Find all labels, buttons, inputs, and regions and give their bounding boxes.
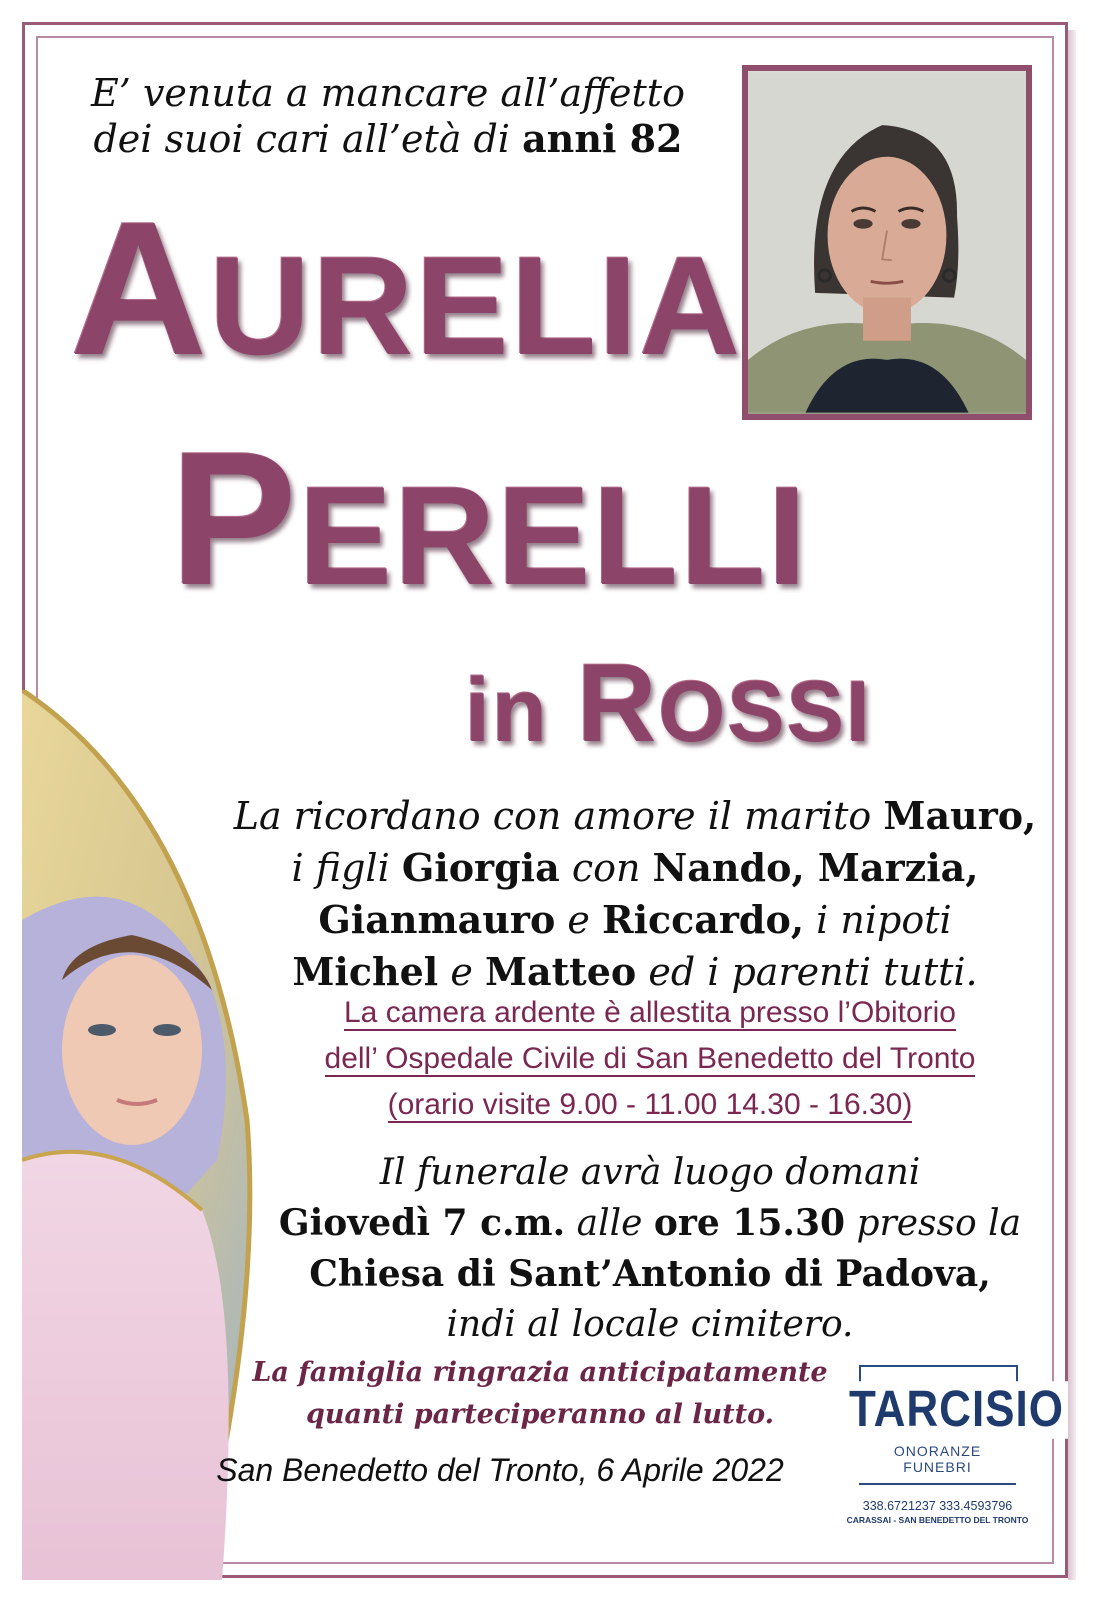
married-name-initial: R [576,642,659,765]
thanks-text [230,1352,850,1436]
married-name-rest: OSSI [658,664,872,760]
last-name-rest: ERELLI [298,457,809,614]
mourners-t3: con [571,846,641,890]
grandchild-name-2: Matteo [484,949,637,994]
first-name-rest: URELIA [209,227,743,384]
wake-line-2: dell’ Ospedale Civile di San Benedetto del Tronto [324,1042,976,1075]
mourners-line-3 [230,894,1040,946]
thanks-line-1: La famiglia ringrazia anticipatamente [252,1357,828,1388]
wake-line-1: La camera ardente è allestita presso l’Obitorio [344,996,956,1029]
first-name [70,180,742,398]
funeral-line-4 [270,1300,1030,1350]
funeral-burial: indi al locale cimitero. [446,1304,854,1345]
child-name-1: Giorgia [401,845,560,890]
funeral-info [270,1148,1030,1350]
funeral-home-logo [845,1365,1064,1525]
logo-phones: 338.6721237 333.4593796 [862,1499,1013,1513]
mourners-t6: e [450,950,473,994]
intro-text [58,70,718,162]
age: anni 82 [522,116,683,161]
first-name-initial: A [70,183,210,395]
mourners-t4: e [567,898,590,942]
funeral-presso: presso la [856,1203,1022,1244]
madonna-image [22,690,262,1580]
mourners-t5: i nipoti [816,898,952,942]
funeral-alle: alle [576,1203,643,1244]
funeral-line-1 [270,1148,1030,1198]
mourners-t1: La ricordano con amore il marito [233,794,872,838]
mourners-line-1 [230,790,1040,842]
mourners-t2: i figli [291,846,390,890]
last-name-initial: P [170,413,299,625]
funeral-line-3 [270,1249,1030,1300]
madonna-illustration [22,690,262,1580]
mourners-t7: ed i parenti tutti. [648,950,978,994]
mourners-text [230,790,1040,998]
logo-box [845,1365,1064,1485]
wake-info [270,990,1030,1128]
place-date: San Benedetto del Tronto, 6 Aprile 2022 [216,1452,784,1488]
intro-line-2-text: dei suoi cari all’età di [93,117,510,161]
logo-brand: TARCISIO [845,1381,1068,1439]
married-prefix: in [465,661,549,761]
child-name-3: Gianmauro [318,897,556,942]
child-name-4: Riccardo, [601,897,805,942]
frame-shadow [1068,30,1076,1580]
thanks-line-2: quanti parteciperanno al lutto. [305,1399,775,1430]
married-name [465,640,872,767]
funeral-time: ore 15.30 [653,1202,846,1244]
last-name [170,410,809,628]
logo-places: CARASSAI - SAN BENEDETTO DEL TRONTO [846,1515,1029,1525]
husband-name: Mauro, [883,793,1037,838]
mourners-line-2 [230,842,1040,894]
portrait-photo [742,65,1032,420]
portrait-illustration [748,71,1026,414]
child-names-2: Nando, Marzia, [652,845,979,890]
intro-line-2 [58,116,718,162]
funeral-church: Chiesa di Sant’Antonio di Padova, [309,1253,991,1295]
funeral-day: Giovedì 7 c.m. [278,1202,566,1244]
funeral-intro: Il funerale avrà luogo domani [379,1152,921,1193]
logo-subtitle: ONORANZE FUNEBRI [859,1443,1016,1485]
grandchild-name-1: Michel [292,949,439,994]
funeral-line-2 [270,1198,1030,1249]
wake-line-3: (orario visite 9.00 - 11.00 14.30 - 16.30) [387,1088,913,1121]
intro-line-1: E’ venuta a mancare all’affetto [91,71,685,115]
